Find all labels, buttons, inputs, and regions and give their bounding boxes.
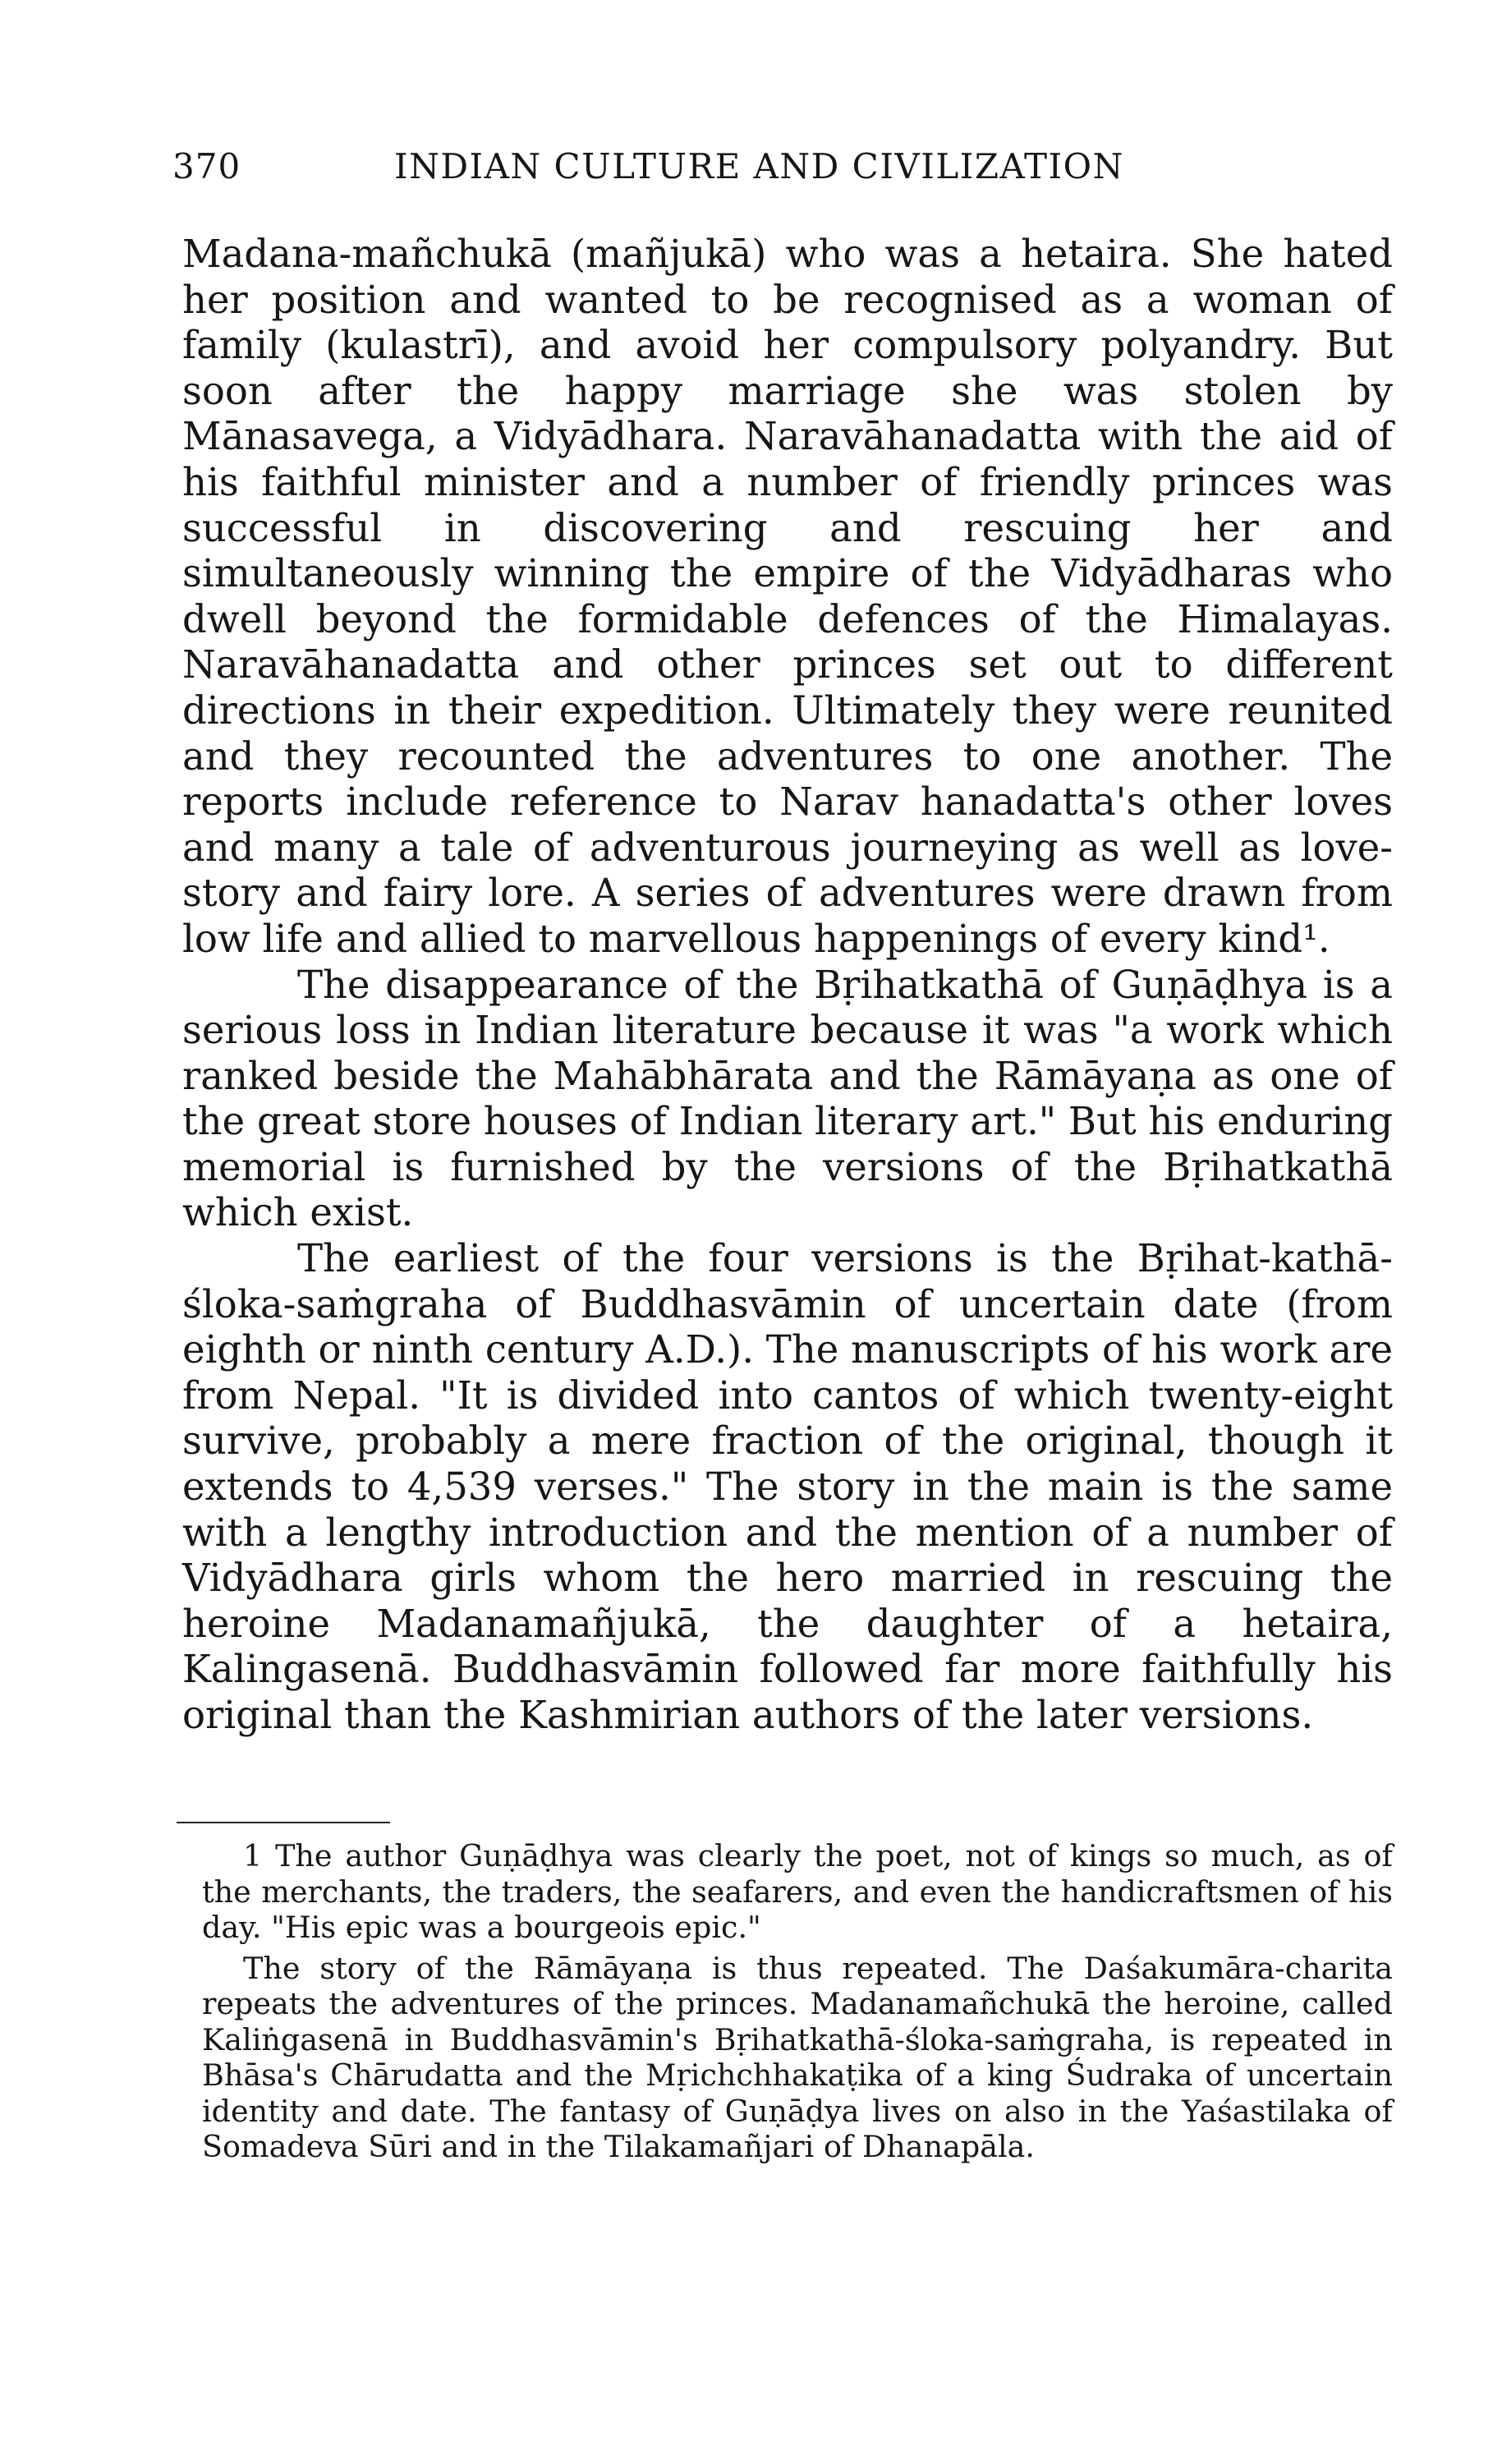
- paragraph: The earliest of the four versions is the Bṛihat-kathā-śloka-saṁgraha of Buddhasvāmin of uncertain date (from eighth or ninth century A.D.). The manuscripts of his work are from Nepal. "It is divided into cantos of which twenty-eight survive, probably a mere fraction of the original, though it extends to 4,539 verses." The story in the main is the same with a lengthy introduction and the mention of a number of Vidyādhara girls whom the hero married in rescuing the heroine Madanamañjukā, the daughter of a hetaira, Kalingasenā. Buddhasvāmin followed far more faithfully his original than the Kashmirian authors of the later versions.: [182, 1236, 1393, 1737]
- main-text: [182, 232, 1393, 1739]
- footnote: 1 The author Guṇāḍhya was clearly the poet, not of kings so much, as of the merchants, the traders, the seafarers, and even the handicraftsmen of his day. "His epic was a bourgeois epic.": [202, 1838, 1393, 1945]
- paragraph: The disappearance of the Bṛihatkathā of Guṇāḍhya is a serious loss in Indian literature because it was "a work which ranked beside the Mahābhārata and the Rāmāyaṇa as one of the great store houses of Indian literary art." But his enduring memorial is furnished by the versions of the Bṛihatkathā which exist.: [182, 962, 1393, 1235]
- footnote-divider: [177, 1822, 390, 1823]
- page-number: 370: [172, 146, 241, 186]
- running-title: INDIAN CULTURE AND CIVILIZATION: [394, 146, 1124, 186]
- paragraph: Madana-mañchukā (mañjukā) who was a hetaira. She hated her position and wanted to be recognised as a woman of family (kulastrī), and avoid her compulsory polyandry. But soon after the happy marriage she was stolen by Mānasavega, a Vidyādhara. Naravāhanadatta with the aid of his faithful minister and a number of friendly princes was successful in discovering and rescuing her and simultaneously winning the empire of the Vidyādharas who dwell beyond the formidable defences of the Himalayas. Naravāhanadatta and other princes set out to different directions in their expedition. Ultimately they were reunited and they recounted the adventures to one another. The reports include reference to Narav hanadatta's other loves and many a tale of adventurous journeying as well as love-story and fairy lore. A series of adventures were drawn from low life and allied to marvellous happenings of every kind¹.: [182, 232, 1393, 961]
- footnote-continuation: The story of the Rāmāyaṇa is thus repeated. The Daśakumāra-charita repeats the adventures of the princes. Madanamañchukā the heroine, called Kaliṅgasenā in Buddhasvāmin's Bṛihatkathā-śloka-saṁgraha, is repeated in Bhāsa's Chārudatta and the Mṛichchhakaṭika of a king Śudraka of uncertain identity and date. The fantasy of Guṇāḍya lives on also in the Yaśastilaka of Somadeva Sūri and in the Tilakamañjari of Dhanapāla.: [202, 1950, 1393, 2164]
- running-header: [172, 138, 1388, 195]
- footnotes: [202, 1838, 1393, 2165]
